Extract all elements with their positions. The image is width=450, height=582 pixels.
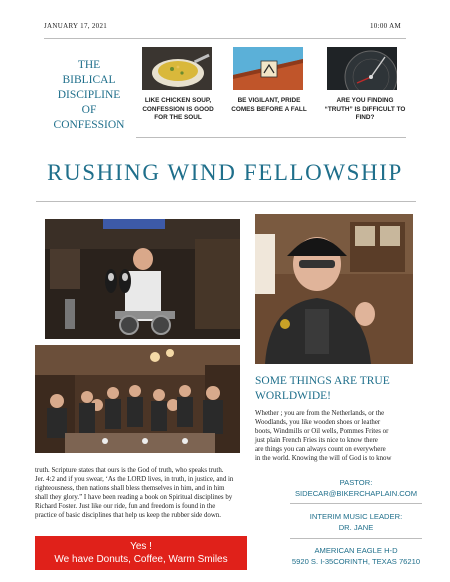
photo-group-dinner — [35, 345, 240, 453]
article-heading-line2: WORLDWIDE! — [255, 390, 332, 402]
truth-lies-compass-icon — [327, 47, 397, 90]
teaser-caption-2[interactable]: BE VIGILANT, PRIDE COMES BEFORE A FALL — [231, 97, 307, 113]
promo-line-1: Yes ! — [130, 541, 152, 552]
photo-group-dinner-image — [35, 345, 240, 453]
pastor-email-link[interactable]: SIDECAR@BIKERCHAPLAIN.COM — [294, 489, 418, 498]
venue-name: AMERICAN EAGLE H-D — [314, 546, 398, 555]
issue-time: 10:00 AM — [370, 22, 401, 30]
soup-bowl-icon — [142, 47, 212, 90]
teaser-rule — [136, 137, 406, 138]
photo-biker-portrait — [255, 214, 413, 364]
contact-rule-1 — [290, 503, 422, 504]
header-rule — [44, 38, 406, 39]
teaser-image-truth[interactable] — [327, 47, 397, 90]
teaser-image-soup[interactable] — [142, 47, 212, 90]
article-left-column: truth. Scripture states that ours is the God of truth, who speaks truth. Jer. 4:2 and if you swear, ‘As the LORD lives, in truth, in justice, and in righteousness, then nations shall bless themselves in him, and in him shall they glory.” I have been reading a book on Spiritual disciplines by Richard Foster. Just like our ride, fun and freedom is found in the practice of basic disciplines that help us keep the rubber side down. — [35, 467, 234, 520]
music-leader-name: DR. JANE — [338, 523, 374, 532]
article-right-column: Whether ; you are from the Netherlands, or the Woodlands, you like wooden shoes or leather boots, Windmills or Oil wells, Pommes Frites or just plain French Fries its nice to know there are things you can always count on everywhere in the world. Knowing the will of God is to know — [255, 410, 392, 463]
pastor-label: PASTOR: — [339, 478, 373, 487]
music-leader-label: INTERIM MUSIC LEADER: — [309, 512, 403, 521]
promo-line-2: We have Donuts, Coffee, Warm Smiles — [54, 554, 228, 565]
photo-wooden-shoes — [45, 219, 240, 339]
rooftop-sign-icon — [233, 47, 303, 90]
contact-rule-2 — [290, 538, 422, 539]
promo-box — [35, 536, 247, 570]
masthead-rule — [36, 201, 416, 202]
teaser-caption-1[interactable]: LIKE CHICKEN SOUP, CONFESSION IS GOOD FOR THE SOUL — [142, 97, 214, 122]
teaser-caption-3[interactable]: ARE YOU FINDING “TRUTH” IS DIFFICULT TO FIND? — [324, 97, 406, 122]
issue-date: JANUARY 17, 2021 — [44, 22, 108, 30]
masthead-title: RUSHING WIND FELLOWSHIP — [47, 160, 403, 185]
article-heading-line1: SOME THINGS ARE TRUE — [255, 375, 390, 387]
photo-biker-portrait-image — [255, 214, 413, 364]
venue-address: 5920 S. I-35CORINTH, TEXAS 76210 — [291, 557, 421, 566]
teaser-image-rooftop[interactable] — [233, 47, 303, 90]
photo-wooden-shoes-image — [45, 219, 240, 339]
sidebar-title: THE BIBLICAL DISCIPLINE OF CONFESSION — [53, 59, 125, 131]
